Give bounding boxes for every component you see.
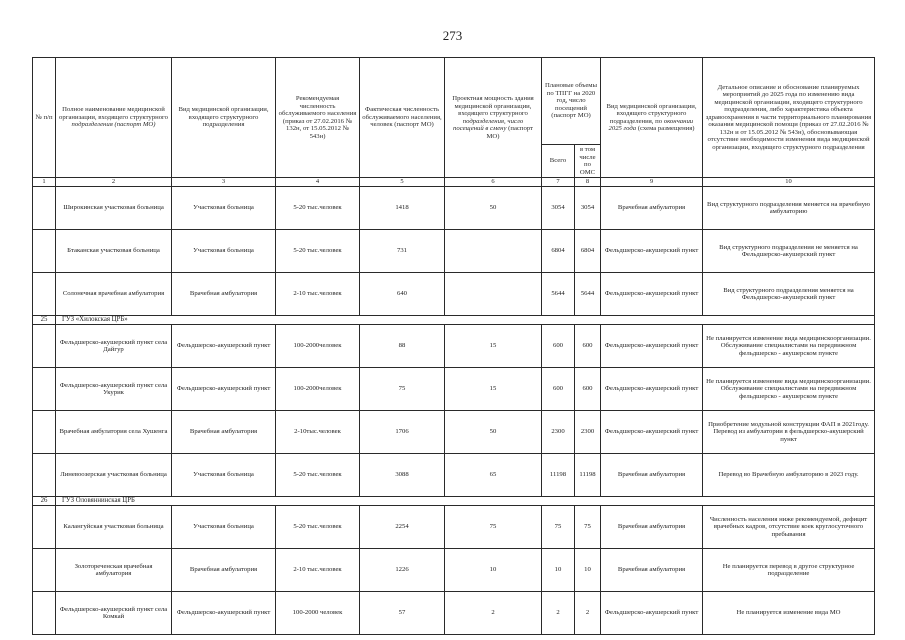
table-body-group-3 [33,506,875,635]
facility-type: Фельдшерско-акушерский пункт [172,368,276,411]
planned-type: Фельдшерско-акушерский пункт [601,592,703,635]
visits-oms: 10 [575,549,601,592]
visits-oms: 5644 [575,273,601,316]
visits-total: 600 [542,368,575,411]
justification: Не планируется изменение вида медицинскоорганизации. Обслуживание специалистами на передвижном фельдшерско - акушерском пункте [703,325,875,368]
cell-num [33,592,56,635]
facility-name: Солонечная врачебная амбулатория [56,273,172,316]
justification: Вид структурного подразделения меняется на врачебную амбулаторию [703,187,875,230]
planned-type: Врачебная амбулатория [601,549,703,592]
facility-type: Участковая больница [172,454,276,497]
header-plan-type [601,58,703,178]
facility-type: Участковая больница [172,230,276,273]
header-plan-type-italic: окончании 2025 года [608,117,694,132]
table-row [33,325,875,368]
header-actual: Фактическая численность обслуживаемого населения, человек (паспорт МО) [360,58,445,178]
cell-num [33,549,56,592]
page-number: 273 [442,28,463,43]
planned-type: Врачебная амбулатория [601,454,703,497]
section-org: ГУЗ Оловяннинская ЦРБ [56,497,875,506]
capacity: 15 [445,368,542,411]
cell-num [33,187,56,230]
recommended-population: 5-20 тыс.человек [276,187,360,230]
justification: Не планируется изменение вида МО [703,592,875,635]
header-type: Вид медицинской организации, входящего структурного подразделения [172,58,276,178]
column-number: 1 [33,178,56,187]
column-number: 4 [276,178,360,187]
recommended-population: 100-2000 человек [276,592,360,635]
capacity: 2 [445,592,542,635]
justification: Перевод во Врачебную амбулаторию в 2023 году. [703,454,875,497]
justification: Численность населения ниже рекомендуемой, дефицит врачебных кадров, отсутствие коек круглосуточного пребывания [703,506,875,549]
actual-population: 75 [360,368,445,411]
facility-name: Фельдшерско-акушерский пункт села Дайгур [56,325,172,368]
cell-num [33,368,56,411]
facility-type: Врачебная амбулатория [172,411,276,454]
recommended-population: 2-10 тыс.человек [276,549,360,592]
header-capacity [445,58,542,178]
recommended-population: 2-10 тыс.человек [276,273,360,316]
cell-num [33,506,56,549]
table-row [33,549,875,592]
section-khilok [33,316,875,325]
planned-type: Фельдшерско-акушерский пункт [601,230,703,273]
table-row [33,411,875,454]
header-vol-total: Всего [542,145,575,178]
visits-oms: 2 [575,592,601,635]
actual-population: 731 [360,230,445,273]
table-row [33,230,875,273]
cell-num [33,230,56,273]
column-number: 2 [56,178,172,187]
table-row [33,454,875,497]
justification: Приобретение модульной конструкции ФАП в 2021году. Перевод из амбулатории в фельдшерско-акушерский пункт [703,411,875,454]
facility-type: Врачебная амбулатория [172,273,276,316]
facility-name: Линевоозерская участковая больница [56,454,172,497]
capacity: 50 [445,187,542,230]
table-row [33,592,875,635]
header-justification: Детальное описание и обоснование планируемых мероприятий до 2025 года по изменению вида медицинской организации, входящего структурного подразделения, либо характеристика объекта здравоохранения в части территориального планирования оказания медицинской помощи (приказ от 27.02.2016 № 132н и от 15.05.2012 № 543н), обосновывающая отсутствие необходимости изменения вида медицинской организации, входящего структурного подразделения [703,58,875,178]
visits-total: 10 [542,549,575,592]
facility-name: Фельдшерско-акушерский пункт села Комкай [56,592,172,635]
visits-total: 5644 [542,273,575,316]
capacity: 50 [445,411,542,454]
header-name [56,58,172,178]
recommended-population: 5-20 тыс.человек [276,230,360,273]
facility-type: Участковая больница [172,506,276,549]
header-vol-oms: в том числе по ОМС [575,145,601,178]
justification: Вид структурного подразделения меняется на Фельдшерско-акушерский пункт [703,273,875,316]
actual-population: 1706 [360,411,445,454]
cell-num [33,325,56,368]
column-number: 10 [703,178,875,187]
header-plan-type-tail: (схема размещения) [637,125,695,132]
actual-population: 640 [360,273,445,316]
visits-total: 11198 [542,454,575,497]
actual-population: 2254 [360,506,445,549]
facility-name: Фельдшерско-акушерский пункт села Укурик [56,368,172,411]
actual-population: 1418 [360,187,445,230]
facility-type: Фельдшерско-акушерский пункт [172,592,276,635]
section-row [33,497,875,506]
planned-type: Врачебная амбулатория [601,506,703,549]
facility-name: Золотореченская врачебная амбулатория [56,549,172,592]
header-name-text: Полное наименование медицинской организации, входящего структурного [59,106,168,121]
section-num: 25 [33,316,56,325]
facility-type: Участковая больница [172,187,276,230]
visits-total: 3054 [542,187,575,230]
table-row [33,506,875,549]
visits-oms: 6804 [575,230,601,273]
visits-total: 75 [542,506,575,549]
actual-population: 88 [360,325,445,368]
visits-total: 6804 [542,230,575,273]
table-row [33,273,875,316]
visits-oms: 11198 [575,454,601,497]
capacity: 75 [445,506,542,549]
visits-oms: 3054 [575,187,601,230]
visits-total: 600 [542,325,575,368]
column-number: 6 [445,178,542,187]
cell-num [33,273,56,316]
facility-type: Врачебная амбулатория [172,549,276,592]
column-number: 8 [575,178,601,187]
capacity: 15 [445,325,542,368]
table-body-group-2 [33,325,875,497]
plan-table [32,57,875,635]
recommended-population: 100-2000человек [276,325,360,368]
cell-num [33,454,56,497]
recommended-population: 100-2000человек [276,368,360,411]
actual-population: 1226 [360,549,445,592]
section-org: ГУЗ «Хилокская ЦРБ» [56,316,875,325]
header-volumes: Плановые объемы по ТПГГ на 2020 год, число посещений (паспорт МО) [542,58,601,145]
section-olovyanninsky [33,497,875,506]
visits-oms: 600 [575,325,601,368]
table-row [33,187,875,230]
column-number: 7 [542,178,575,187]
justification: Не планируется изменение вида медицинскоорганизации. Обслуживание специалистами на передвижном фельдшерско - акушерском пункте [703,368,875,411]
header-num: № п/п [33,58,56,178]
section-num: 26 [33,497,56,506]
section-row [33,316,875,325]
table-row [33,368,875,411]
header-capacity-tail: (паспорт МО) [486,125,533,140]
header-capacity-italic: подразделения, число посещений в смену [453,117,524,132]
facility-name: Калангуйская участковая больница [56,506,172,549]
recommended-population: 2-10тыс.человек [276,411,360,454]
justification: Не планируется перевод в другое структурное подразделение [703,549,875,592]
visits-oms: 75 [575,506,601,549]
facility-name: Врачебная амбулатория села Хушенга [56,411,172,454]
planned-type: Фельдшерско-акушерский пункт [601,325,703,368]
table-body-group-1 [33,187,875,316]
cell-num [33,411,56,454]
column-number-row [33,178,875,187]
recommended-population: 5-20 тыс.человек [276,506,360,549]
visits-total: 2 [542,592,575,635]
facility-name: Бтаканская участковая больница [56,230,172,273]
planned-type: Врачебная амбулатория [601,187,703,230]
visits-total: 2300 [542,411,575,454]
header-plan-type-text: Вид медицинской организации, входящего структурного подразделения, по [606,102,697,125]
column-number: 3 [172,178,276,187]
justification: Вид структурного подразделения не меняется на Фельдшерско-акушерский пункт [703,230,875,273]
capacity [445,273,542,316]
header-capacity-text: Проектная мощность здания медицинской организации, входящего структурного [452,95,534,117]
planned-type: Фельдшерско-акушерский пункт [601,368,703,411]
facility-name: Широкинская участковая больница [56,187,172,230]
facility-type: Фельдшерско-акушерский пункт [172,325,276,368]
actual-population: 57 [360,592,445,635]
visits-oms: 2300 [575,411,601,454]
actual-population: 3088 [360,454,445,497]
visits-oms: 600 [575,368,601,411]
table-header-row [33,58,875,145]
capacity: 65 [445,454,542,497]
header-recommended: Рекомендуемая численность обслуживаемого населения (приказ от 27.02.2016 № 132н, от 15.05.2012 № 543н) [276,58,360,178]
planned-type: Фельдшерско-акушерский пункт [601,411,703,454]
capacity: 10 [445,549,542,592]
recommended-population: 5-20 тыс.человек [276,454,360,497]
capacity [445,230,542,273]
planned-type: Фельдшерско-акушерский пункт [601,273,703,316]
column-number: 5 [360,178,445,187]
header-name-italic: подразделения (паспорт МО) [71,121,156,129]
column-number: 9 [601,178,703,187]
